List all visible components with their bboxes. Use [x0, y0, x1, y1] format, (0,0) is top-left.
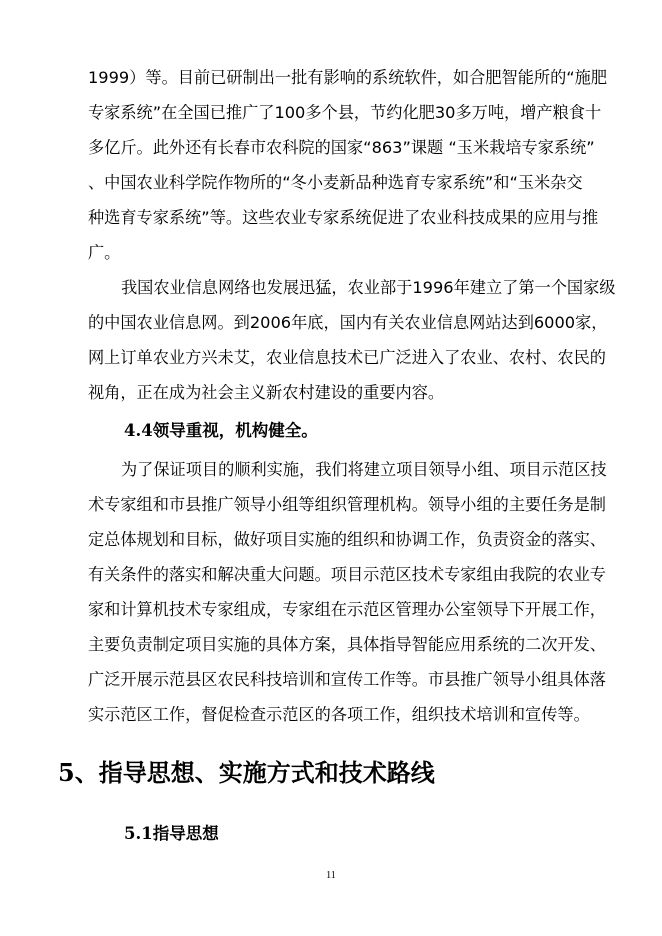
paragraph-line: 1999）等。目前已研制出一批有影响的系统软件，如合肥智能所的“施肥 — [88, 68, 608, 87]
paragraph-line: 专家系统”在全国已推广了100多个县，节约化肥30多万吨，增产粮食十 — [88, 103, 602, 122]
page-number: 11 — [326, 870, 336, 881]
paragraph-line: 家和计算机技术专家组成，专家组在示范区管理办公室领导下开展工作， — [88, 600, 606, 619]
paragraph-line: 种选育专家系统”等。这些农业专家系统促进了农业科技成果的应用与推 — [88, 208, 599, 227]
paragraph-line: 有关条件的落实和解决重大问题。项目示范区技术专家组由我院的农业专 — [88, 565, 606, 584]
paragraph-line: 主要负责制定项目实施的具体方案，具体指导智能应用系统的二次开发、 — [88, 635, 606, 654]
paragraph-line: 、中国农业科学院作物所的“冬小麦新品种选育专家系统”和“玉米杂交 — [88, 173, 583, 192]
paragraph-line: 为了保证项目的顺利实施，我们将建立项目领导小组、项目示范区技 — [121, 460, 607, 479]
paragraph-line: 的中国农业信息网。到2006年底，国内有关农业信息网站达到6000家， — [88, 313, 608, 332]
paragraph-line: 实示范区工作，督促检查示范区的各项工作，组织技术培训和宣传等。 — [88, 705, 590, 724]
paragraph-line: 广。 — [88, 243, 121, 262]
paragraph-line: 多亿斤。此外还有长春市农科院的国家“863”课题 “玉米栽培专家系统” — [88, 138, 595, 157]
section-heading-4-4: 4.4领导重视，机构健全。 — [124, 421, 318, 440]
paragraph-line: 网上订单农业方兴未艾，农业信息技术已广泛进入了农业、农村、农民的 — [88, 348, 606, 367]
chapter-heading-5: 5、指导思想、实施方式和技术路线 — [58, 758, 435, 787]
section-heading-5-1: 5.1指导思想 — [124, 824, 219, 843]
paragraph-line: 广泛开展示范县区农民科技培训和宣传工作等。市县推广领导小组具体落 — [88, 670, 606, 689]
paragraph-line: 视角，正在成为社会主义新农村建设的重要内容。 — [88, 383, 445, 402]
paragraph-line: 定总体规划和目标，做好项目实施的组织和协调工作，负责资金的落实、 — [88, 530, 606, 549]
paragraph-line: 术专家组和市县推广领导小组等组织管理机构。领导小组的主要任务是制 — [88, 495, 606, 514]
paragraph-line: 我国农业信息网络也发展迅猛，农业部于1996年建立了第一个国家级 — [121, 278, 616, 297]
